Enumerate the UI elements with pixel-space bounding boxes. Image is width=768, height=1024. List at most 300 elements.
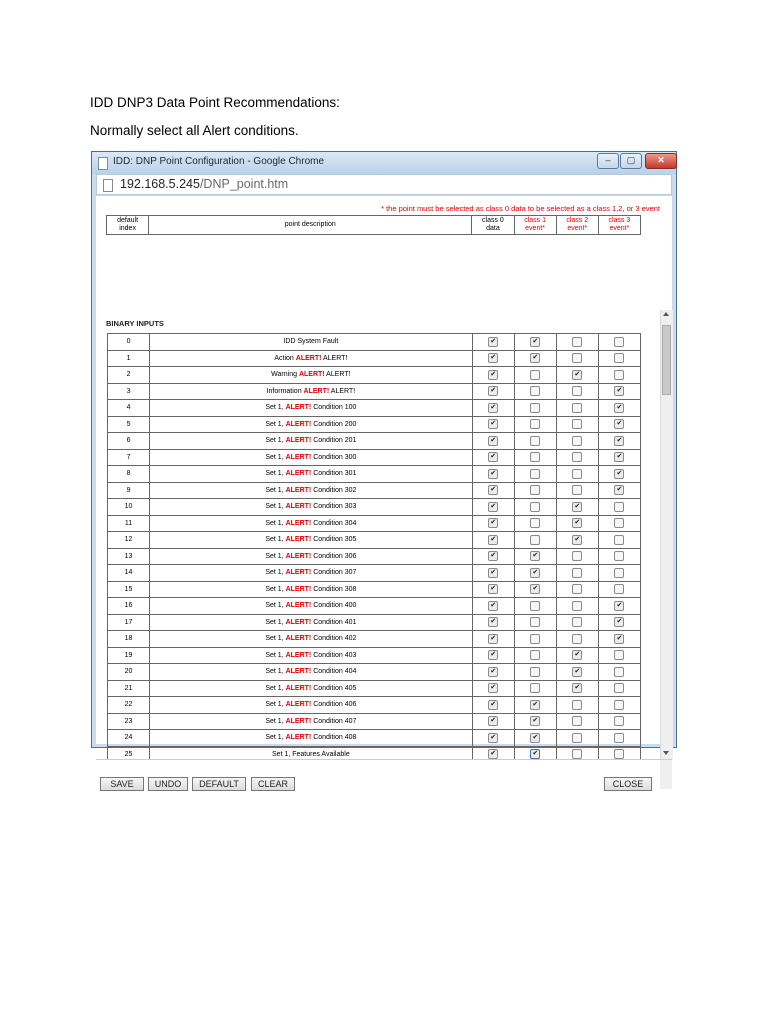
row-index: 6 xyxy=(108,433,150,450)
class3-checkbox[interactable]: ✔ xyxy=(614,436,624,446)
class1-checkbox[interactable]: ✔ xyxy=(530,584,540,594)
class2-checkbox[interactable] xyxy=(572,733,582,743)
row-index: 22 xyxy=(108,697,150,714)
class0-checkbox[interactable]: ✔ xyxy=(488,337,498,347)
description-text: Set 1, xyxy=(265,503,286,511)
row-index: 18 xyxy=(108,631,150,648)
class1-cell xyxy=(514,548,556,565)
description-suffix: Condition 403 xyxy=(311,651,357,659)
class0-cell xyxy=(472,548,514,565)
table-row xyxy=(108,664,641,681)
class0-checkbox[interactable]: ✔ xyxy=(488,535,498,545)
class3-cell xyxy=(598,532,640,549)
class2-cell xyxy=(556,548,598,565)
class2-checkbox[interactable] xyxy=(572,419,582,429)
description-suffix: Condition 301 xyxy=(311,470,357,478)
class3-checkbox[interactable] xyxy=(614,667,624,677)
row-index: 0 xyxy=(108,334,150,351)
alert-label: ALERT! xyxy=(285,420,312,428)
alert-label: ALERT! xyxy=(285,453,312,461)
class2-cell xyxy=(556,515,598,532)
class0-cell xyxy=(472,631,514,648)
class3-checkbox[interactable] xyxy=(614,700,624,710)
address-bar[interactable] xyxy=(96,174,672,195)
class0-checkbox[interactable]: ✔ xyxy=(488,353,498,363)
header-class3-line1: class 3 xyxy=(608,217,631,224)
class3-checkbox[interactable] xyxy=(614,518,624,528)
alert-label: ALERT! xyxy=(285,651,312,659)
class0-checkbox[interactable]: ✔ xyxy=(488,370,498,380)
class1-checkbox[interactable] xyxy=(530,502,540,512)
class2-checkbox[interactable]: ✔ xyxy=(572,535,582,545)
footer-scrollbar[interactable] xyxy=(660,760,672,789)
save-button[interactable]: SAVE xyxy=(100,777,144,791)
class3-checkbox[interactable] xyxy=(614,568,624,578)
url-text[interactable] xyxy=(120,177,288,191)
description-suffix: Condition 406 xyxy=(311,701,357,709)
class3-cell xyxy=(598,647,640,664)
alert-label: ALERT! xyxy=(285,503,312,511)
class2-checkbox[interactable] xyxy=(572,403,582,413)
class1-cell xyxy=(514,631,556,648)
class0-checkbox[interactable]: ✔ xyxy=(488,749,498,759)
description-text: Set 1, xyxy=(265,470,286,478)
class1-cell xyxy=(514,334,556,351)
page-icon xyxy=(98,157,108,170)
row-description xyxy=(150,515,473,532)
class3-checkbox[interactable]: ✔ xyxy=(614,386,624,396)
class1-checkbox[interactable] xyxy=(530,452,540,462)
class0-cell xyxy=(472,581,514,598)
row-description xyxy=(150,482,473,499)
class2-cell xyxy=(556,647,598,664)
class0-cell xyxy=(472,449,514,466)
class0-checkbox[interactable]: ✔ xyxy=(488,485,498,495)
class0-checkbox[interactable]: ✔ xyxy=(488,403,498,413)
class3-cell xyxy=(598,499,640,516)
table-row xyxy=(108,466,641,483)
table-row xyxy=(108,631,641,648)
class0-checkbox[interactable]: ✔ xyxy=(488,469,498,479)
class2-cell xyxy=(556,400,598,417)
table-row xyxy=(108,565,641,582)
description-suffix: Condition 402 xyxy=(311,635,357,643)
class0-cell xyxy=(472,680,514,697)
class0-checkbox[interactable]: ✔ xyxy=(488,716,498,726)
header-class2-line1: class 2 xyxy=(566,217,589,224)
class3-checkbox[interactable]: ✔ xyxy=(614,601,624,611)
description-text: Set 1, xyxy=(265,569,286,577)
row-description xyxy=(150,350,473,367)
class2-cell xyxy=(556,350,598,367)
maximize-button[interactable]: ▢ xyxy=(620,153,642,169)
class1-checkbox[interactable] xyxy=(530,650,540,660)
class0-checkbox[interactable]: ✔ xyxy=(488,634,498,644)
class1-checkbox[interactable] xyxy=(530,667,540,677)
class0-checkbox[interactable]: ✔ xyxy=(488,518,498,528)
scroll-thumb[interactable] xyxy=(662,325,671,395)
class2-cell xyxy=(556,449,598,466)
scroll-up-arrow-icon[interactable] xyxy=(663,312,669,316)
class2-checkbox[interactable] xyxy=(572,353,582,363)
description-suffix: Condition 401 xyxy=(311,618,357,626)
row-index: 5 xyxy=(108,416,150,433)
description-suffix: Condition 201 xyxy=(311,437,357,445)
class3-cell xyxy=(598,581,640,598)
class3-checkbox[interactable] xyxy=(614,353,624,363)
header-point-description: point description xyxy=(149,216,472,235)
class1-cell xyxy=(514,367,556,384)
class0-cell xyxy=(472,482,514,499)
description-text: Set 1, Features Available xyxy=(272,750,350,758)
class3-checkbox[interactable] xyxy=(614,716,624,726)
class1-cell xyxy=(514,416,556,433)
class2-checkbox[interactable] xyxy=(572,700,582,710)
description-text: Set 1, xyxy=(265,486,286,494)
class3-cell xyxy=(598,367,640,384)
class3-checkbox[interactable] xyxy=(614,337,624,347)
description-suffix: Condition 302 xyxy=(311,486,357,494)
class1-checkbox[interactable] xyxy=(530,370,540,380)
class3-cell xyxy=(598,548,640,565)
class2-cell xyxy=(556,680,598,697)
class3-checkbox[interactable]: ✔ xyxy=(614,634,624,644)
class1-cell xyxy=(514,697,556,714)
class2-checkbox[interactable] xyxy=(572,716,582,726)
class3-cell xyxy=(598,565,640,582)
class2-cell xyxy=(556,664,598,681)
alert-label: ALERT! xyxy=(285,618,312,626)
class1-checkbox[interactable] xyxy=(530,386,540,396)
description-text: Set 1, xyxy=(265,519,286,527)
class0-cell xyxy=(472,367,514,384)
alert-label: ALERT! xyxy=(285,470,312,478)
row-description xyxy=(150,614,473,631)
class3-cell xyxy=(598,334,640,351)
close-button[interactable]: CLOSE xyxy=(604,777,652,791)
class0-cell xyxy=(472,614,514,631)
class1-checkbox[interactable]: ✔ xyxy=(530,337,540,347)
description-suffix: ALERT! xyxy=(321,354,348,362)
class3-checkbox[interactable] xyxy=(614,749,624,759)
class1-cell xyxy=(514,664,556,681)
class1-checkbox[interactable] xyxy=(530,634,540,644)
class1-checkbox[interactable]: ✔ xyxy=(530,353,540,363)
header-table xyxy=(106,215,641,235)
class1-checkbox[interactable] xyxy=(530,535,540,545)
table-row xyxy=(108,680,641,697)
row-description xyxy=(150,466,473,483)
class3-cell xyxy=(598,598,640,615)
class0-checkbox[interactable]: ✔ xyxy=(488,436,498,446)
alert-label: ALERT! xyxy=(295,354,322,362)
table-row xyxy=(108,400,641,417)
class2-checkbox[interactable] xyxy=(572,386,582,396)
row-description xyxy=(150,680,473,697)
table-row xyxy=(108,334,641,351)
class1-cell xyxy=(514,680,556,697)
description-suffix: Condition 308 xyxy=(311,585,357,593)
row-description xyxy=(150,713,473,730)
row-index: 21 xyxy=(108,680,150,697)
header-class1-line2: event* xyxy=(525,225,546,232)
header-default-line2: index xyxy=(119,225,136,232)
class3-checkbox[interactable] xyxy=(614,683,624,693)
description-text: Set 1, xyxy=(265,635,286,643)
row-index: 25 xyxy=(108,746,150,763)
browser-window xyxy=(91,151,677,789)
class3-cell xyxy=(598,449,640,466)
description-text: Set 1, xyxy=(265,651,286,659)
class1-checkbox[interactable] xyxy=(530,403,540,413)
class2-checkbox[interactable] xyxy=(572,436,582,446)
class0-cell xyxy=(472,565,514,582)
class1-checkbox[interactable] xyxy=(530,518,540,528)
class3-checkbox[interactable] xyxy=(614,650,624,660)
class0-cell xyxy=(472,466,514,483)
scroll-down-arrow-icon[interactable] xyxy=(663,751,669,755)
row-index: 2 xyxy=(108,367,150,384)
class3-checkbox[interactable] xyxy=(614,370,624,380)
description-suffix: Condition 405 xyxy=(311,684,357,692)
class3-checkbox[interactable] xyxy=(614,535,624,545)
clear-button[interactable]: CLEAR xyxy=(251,777,295,791)
row-description xyxy=(150,383,473,400)
class2-cell xyxy=(556,334,598,351)
class0-checkbox[interactable]: ✔ xyxy=(488,386,498,396)
table-row xyxy=(108,598,641,615)
class1-cell xyxy=(514,383,556,400)
class2-cell xyxy=(556,598,598,615)
class2-checkbox[interactable] xyxy=(572,337,582,347)
class0-checkbox[interactable]: ✔ xyxy=(488,452,498,462)
class1-checkbox[interactable] xyxy=(530,419,540,429)
document-subheading: Normally select all Alert conditions. xyxy=(90,123,299,138)
class2-checkbox[interactable] xyxy=(572,568,582,578)
class2-cell xyxy=(556,532,598,549)
class0-cell xyxy=(472,350,514,367)
row-description xyxy=(150,532,473,549)
description-text: Set 1, xyxy=(265,668,286,676)
table-row xyxy=(108,416,641,433)
class2-checkbox[interactable] xyxy=(572,469,582,479)
row-index: 15 xyxy=(108,581,150,598)
class2-checkbox[interactable] xyxy=(572,551,582,561)
class1-checkbox[interactable]: ✔ xyxy=(530,568,540,578)
class1-checkbox[interactable] xyxy=(530,601,540,611)
alert-label: ALERT! xyxy=(285,602,312,610)
class1-checkbox[interactable] xyxy=(530,436,540,446)
class2-cell xyxy=(556,499,598,516)
header-class1 xyxy=(514,216,556,235)
class1-checkbox[interactable]: ✔ xyxy=(530,700,540,710)
class0-cell xyxy=(472,598,514,615)
row-index: 14 xyxy=(108,565,150,582)
description-text: Set 1, xyxy=(265,684,286,692)
table-row xyxy=(108,730,641,747)
table-row xyxy=(108,647,641,664)
class2-checkbox[interactable] xyxy=(572,634,582,644)
description-text: Information xyxy=(266,387,304,395)
alert-label: ALERT! xyxy=(285,668,312,676)
header-default-line1: default xyxy=(117,217,139,224)
row-description xyxy=(150,400,473,417)
class3-checkbox[interactable]: ✔ xyxy=(614,452,624,462)
description-text: Set 1, xyxy=(265,717,286,725)
class1-cell xyxy=(514,565,556,582)
class2-cell xyxy=(556,383,598,400)
description-text: Set 1, xyxy=(265,437,286,445)
window-title: IDD: DNP Point Configuration - Google Chrome xyxy=(113,156,325,167)
row-description xyxy=(150,334,473,351)
class2-checkbox[interactable]: ✔ xyxy=(572,667,582,677)
class0-checkbox[interactable]: ✔ xyxy=(488,551,498,561)
class3-checkbox[interactable]: ✔ xyxy=(614,419,624,429)
row-index: 19 xyxy=(108,647,150,664)
header-class0 xyxy=(472,216,514,235)
description-text: Set 1, xyxy=(265,585,286,593)
class2-checkbox[interactable] xyxy=(572,485,582,495)
header-class0-line2: data xyxy=(486,225,500,232)
class2-checkbox[interactable]: ✔ xyxy=(572,370,582,380)
class0-checkbox[interactable]: ✔ xyxy=(488,617,498,627)
class3-cell xyxy=(598,433,640,450)
row-description xyxy=(150,548,473,565)
description-suffix: Condition 200 xyxy=(311,420,357,428)
class3-checkbox[interactable]: ✔ xyxy=(614,485,624,495)
row-index: 10 xyxy=(108,499,150,516)
class3-checkbox[interactable] xyxy=(614,584,624,594)
description-suffix: Condition 408 xyxy=(311,734,357,742)
class1-cell xyxy=(514,614,556,631)
class2-cell xyxy=(556,713,598,730)
class0-cell xyxy=(472,532,514,549)
undo-button[interactable]: UNDO xyxy=(148,777,188,791)
title-bar[interactable] xyxy=(92,152,676,174)
class2-cell xyxy=(556,565,598,582)
class0-checkbox[interactable]: ✔ xyxy=(488,683,498,693)
class1-checkbox[interactable]: ✔ xyxy=(530,551,540,561)
class2-checkbox[interactable] xyxy=(572,601,582,611)
class3-cell xyxy=(598,350,640,367)
class0-checkbox[interactable]: ✔ xyxy=(488,419,498,429)
class3-checkbox[interactable]: ✔ xyxy=(614,403,624,413)
class3-cell xyxy=(598,614,640,631)
description-suffix: Condition 307 xyxy=(311,569,357,577)
document-icon xyxy=(103,179,113,192)
class2-checkbox[interactable]: ✔ xyxy=(572,502,582,512)
class2-checkbox[interactable]: ✔ xyxy=(572,683,582,693)
alert-label: ALERT! xyxy=(285,404,312,412)
class3-checkbox[interactable] xyxy=(614,502,624,512)
class0-checkbox[interactable]: ✔ xyxy=(488,601,498,611)
class0-cell xyxy=(472,697,514,714)
class0-checkbox[interactable]: ✔ xyxy=(488,568,498,578)
class2-checkbox[interactable] xyxy=(572,452,582,462)
row-index: 20 xyxy=(108,664,150,681)
class3-checkbox[interactable]: ✔ xyxy=(614,617,624,627)
class2-checkbox[interactable] xyxy=(572,584,582,594)
table-row xyxy=(108,433,641,450)
class2-checkbox[interactable] xyxy=(572,749,582,759)
class0-checkbox[interactable]: ✔ xyxy=(488,650,498,660)
class2-cell xyxy=(556,631,598,648)
class0-checkbox[interactable]: ✔ xyxy=(488,667,498,677)
alert-label: ALERT! xyxy=(285,734,312,742)
header-default-index xyxy=(107,216,149,235)
class2-checkbox[interactable]: ✔ xyxy=(572,518,582,528)
row-index: 12 xyxy=(108,532,150,549)
class1-checkbox[interactable]: ✔ xyxy=(530,749,540,759)
row-index: 13 xyxy=(108,548,150,565)
class3-cell xyxy=(598,664,640,681)
table-row xyxy=(108,532,641,549)
class2-checkbox[interactable]: ✔ xyxy=(572,650,582,660)
class0-checkbox[interactable]: ✔ xyxy=(488,584,498,594)
class1-checkbox[interactable] xyxy=(530,469,540,479)
class3-checkbox[interactable] xyxy=(614,551,624,561)
class0-checkbox[interactable]: ✔ xyxy=(488,733,498,743)
class0-checkbox[interactable]: ✔ xyxy=(488,700,498,710)
close-window-button[interactable]: ✕ xyxy=(645,153,677,169)
table-row xyxy=(108,581,641,598)
class1-checkbox[interactable] xyxy=(530,617,540,627)
class3-cell xyxy=(598,482,640,499)
class0-cell xyxy=(472,416,514,433)
row-description xyxy=(150,730,473,747)
class1-checkbox[interactable]: ✔ xyxy=(530,716,540,726)
description-suffix: Condition 306 xyxy=(311,552,357,560)
alert-label: ALERT! xyxy=(298,371,325,379)
class3-cell xyxy=(598,631,640,648)
default-button[interactable]: DEFAULT xyxy=(192,777,246,791)
class1-checkbox[interactable] xyxy=(530,485,540,495)
table-row xyxy=(108,713,641,730)
class0-cell xyxy=(472,383,514,400)
row-index: 24 xyxy=(108,730,150,747)
description-suffix: Condition 305 xyxy=(311,536,357,544)
row-description xyxy=(150,631,473,648)
table-row xyxy=(108,383,641,400)
row-index: 3 xyxy=(108,383,150,400)
class3-cell xyxy=(598,680,640,697)
class2-cell xyxy=(556,614,598,631)
vertical-scrollbar[interactable] xyxy=(660,310,673,759)
class3-checkbox[interactable] xyxy=(614,733,624,743)
class1-checkbox[interactable]: ✔ xyxy=(530,733,540,743)
class0-checkbox[interactable]: ✔ xyxy=(488,502,498,512)
class2-checkbox[interactable] xyxy=(572,617,582,627)
description-text: Set 1, xyxy=(265,536,286,544)
class3-checkbox[interactable]: ✔ xyxy=(614,469,624,479)
header-class2-line2: event* xyxy=(567,225,588,232)
class1-checkbox[interactable] xyxy=(530,683,540,693)
description-text: Action xyxy=(274,354,296,362)
class1-cell xyxy=(514,730,556,747)
description-text: Set 1, xyxy=(265,420,286,428)
description-suffix: Condition 400 xyxy=(311,602,357,610)
table-row xyxy=(108,614,641,631)
description-suffix: ALERT! xyxy=(324,371,351,379)
class1-cell xyxy=(514,713,556,730)
minimize-button[interactable]: ‒ xyxy=(597,153,619,169)
description-text: Set 1, xyxy=(265,404,286,412)
row-index: 8 xyxy=(108,466,150,483)
description-text: Set 1, xyxy=(265,734,286,742)
description-text: Warning xyxy=(271,371,299,379)
class-note: * the point must be selected as class 0 data to be selected as a class 1,2, or 3 event xyxy=(381,204,660,213)
class2-cell xyxy=(556,416,598,433)
